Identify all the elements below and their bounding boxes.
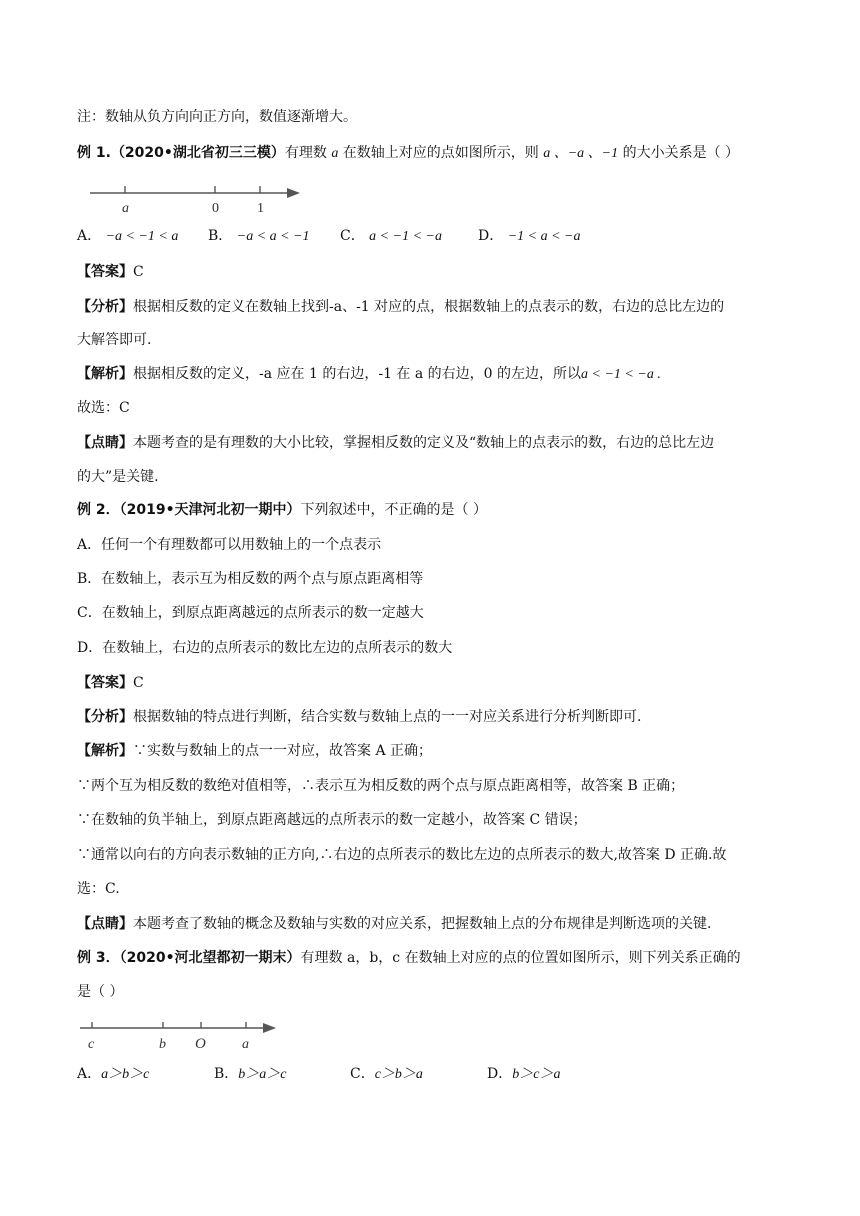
ex2-comment: 【点睛】本题考查了数轴的概念及数轴与实数的对应关系，把握数轴上点的分布规律是判断选项的关键. xyxy=(77,916,712,932)
ex3-question-cont: 是（ ） xyxy=(77,984,124,1000)
ex3-number-line xyxy=(78,1018,288,1054)
ex1-number-line xyxy=(88,180,308,216)
ex2-solution: 【解析】∵实数与数轴上的点一一对应，故答案 A 正确； xyxy=(77,743,433,759)
ex1-q-terms: a 、−a 、−1 xyxy=(543,146,619,161)
ex3-option-b: B．b＞a＞c xyxy=(214,1066,287,1082)
ex1-question xyxy=(77,143,739,164)
ex1-label: 例 1. xyxy=(77,145,111,161)
ex1-axis-label-a: a xyxy=(122,201,129,216)
note-text: 注：数轴从负方向向正方向，数值逐渐增大。 xyxy=(77,109,357,125)
ex2-solution-3: ∵在数轴的负半轴上，到原点距离越远的点所表示的数一定越小，故答案 C 错误； xyxy=(77,812,587,828)
ex2-question: 例 2．（2019•天津河北初一期中）下列叙述中，不正确的是（ ） xyxy=(77,502,487,518)
ex1-option-a: A． −a < −1 < a xyxy=(77,228,179,244)
ex2-solution-5: 选：C. xyxy=(77,881,120,897)
ex1-q-part3: 的大小关系是（ ） xyxy=(622,145,740,161)
ex1-comment-cont: 的大”是关键. xyxy=(77,469,159,485)
ex1-axis-label-1: 1 xyxy=(257,201,264,216)
ex1-q-var: a xyxy=(331,146,339,161)
ex2-option-c: C．在数轴上，到原点距离越远的点所表示的数一定越大 xyxy=(77,605,424,621)
ex1-option-c: C． a < −1 < −a xyxy=(340,228,442,244)
ex3-axis-label-a: a xyxy=(242,1037,249,1052)
ex2-option-a: A．任何一个有理数都可以用数轴上的一个点表示 xyxy=(77,537,382,553)
ex2-solution-2: ∵两个互为相反数的数绝对值相等，∴表示互为相反数的两个点与原点距离相等，故答案 B 正确； xyxy=(77,778,685,794)
ex1-analysis: 【分析】根据相反数的定义在数轴上找到-a、-1 对应的点，根据数轴上的点表示的数，右边的总比左边的 xyxy=(77,299,725,315)
ex1-option-b: B． −a < a < −1 xyxy=(208,228,310,244)
ex1-axis-label-0: 0 xyxy=(212,201,219,216)
ex1-answer: 【答案】C xyxy=(77,264,144,280)
ex3-option-d: D．b＞c＞a xyxy=(487,1066,561,1082)
ex1-q-part2: 在数轴上对应的点如图所示，则 xyxy=(342,145,539,161)
ex2-analysis: 【分析】根据数轴的特点进行判断，结合实数与数轴上点的一一对应关系进行分析判断即可. xyxy=(77,709,642,725)
ex3-axis-label-o: O xyxy=(195,1036,206,1052)
ex1-solution: 【解析】根据相反数的定义，-a 应在 1 的右边，-1 在 a 的右边，0 的左边，所以a < −1 < −a . xyxy=(77,366,661,382)
ex1-q-part1: 有理数 xyxy=(284,145,327,161)
ex1-analysis-cont: 大解答即可. xyxy=(77,332,152,348)
ex3-option-c: C．c＞b＞a xyxy=(350,1066,423,1082)
ex1-source: （2020•湖北省初三三模） xyxy=(110,145,285,161)
ex1-choice: 故选：C xyxy=(77,400,130,416)
ex2-option-d: D．在数轴上，右边的点所表示的数比左边的点所表示的数大 xyxy=(77,640,453,656)
ex2-answer: 【答案】C xyxy=(77,675,144,691)
ex1-comment: 【点睛】本题考查的是有理数的大小比较，掌握相反数的定义及“数轴上的点表示的数，右边的总比左边 xyxy=(77,435,715,451)
ex3-axis-label-c: c xyxy=(88,1037,95,1052)
ex1-option-d: D． −1 < a < −a xyxy=(478,228,581,244)
ex3-axis-label-b: b xyxy=(159,1037,166,1052)
ex2-option-b: B．在数轴上，表示互为相反数的两个点与原点距离相等 xyxy=(77,571,424,587)
ex3-question: 例 3．（2020•河北望都初一期末）有理数 a，b，c 在数轴上对应的点的位置如图所示，则下列关系正确的 xyxy=(77,950,741,966)
ex3-option-a: A．a＞b＞c xyxy=(77,1066,150,1082)
ex2-solution-4: ∵通常以向右的方向表示数轴的正方向,∴右边的点所表示的数比左边的点所表示的数大,故答案 D 正确.故 xyxy=(77,847,727,863)
